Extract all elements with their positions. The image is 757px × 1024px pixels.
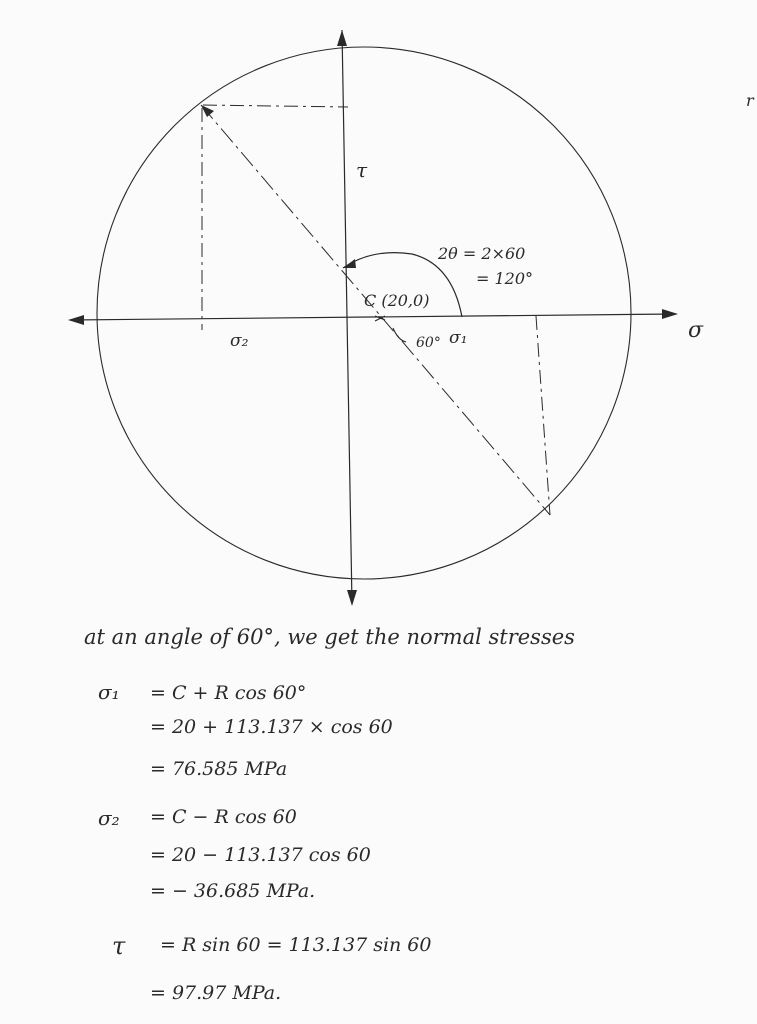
mohr-circle	[97, 47, 631, 579]
sigma2-label: σ₂	[230, 331, 249, 351]
sigma1-lhs: σ₁	[98, 680, 120, 704]
sigma2-lhs: σ₂	[98, 806, 120, 830]
sigma1-eq2: = 20 + 113.137 × cos 60	[150, 716, 393, 738]
sixty-degree-arc	[393, 328, 406, 342]
sigma-axis-left-arrow	[68, 315, 84, 325]
intro-sentence: at an angle of 60°, we get the normal stresses	[84, 625, 575, 649]
sigma1-vertical-dashdot	[536, 316, 550, 515]
sigma-axis-right-arrow	[662, 309, 678, 319]
center-label: C (20,0)	[364, 291, 430, 310]
edge-mark: r	[746, 91, 754, 110]
two-theta-label: 2θ = 2×60	[438, 244, 526, 263]
sigma1-eq1: = C + R cos 60°	[150, 682, 307, 704]
sigma1-label: σ₁	[449, 328, 468, 348]
sigma1-eq3: = 76.585 MPa	[150, 758, 288, 780]
two-theta-arc-arrow	[343, 259, 356, 268]
sigma2-eq3: = − 36.685 MPa.	[150, 880, 316, 902]
tau-line-label: τ	[356, 158, 368, 182]
diameter-arrow-top	[201, 105, 214, 117]
sigma-axis	[70, 314, 676, 320]
top-horizontal-dashdot	[203, 105, 348, 107]
tau-axis-top-arrow	[337, 30, 347, 46]
tau-axis-bottom-arrow	[347, 590, 357, 606]
tau-eq1: = R sin 60 = 113.137 sin 60	[160, 934, 432, 956]
diameter-line	[201, 105, 550, 515]
tau-eq2: = 97.97 MPa.	[150, 982, 282, 1004]
sigma-axis-label: σ	[688, 318, 704, 343]
sigma2-eq1: = C − R cos 60	[150, 806, 297, 828]
sigma2-eq2: = 20 − 113.137 cos 60	[150, 844, 371, 866]
angle-label: 60°	[416, 335, 441, 351]
two-theta-value: = 120°	[476, 269, 534, 288]
tau-lhs: τ	[112, 932, 126, 960]
